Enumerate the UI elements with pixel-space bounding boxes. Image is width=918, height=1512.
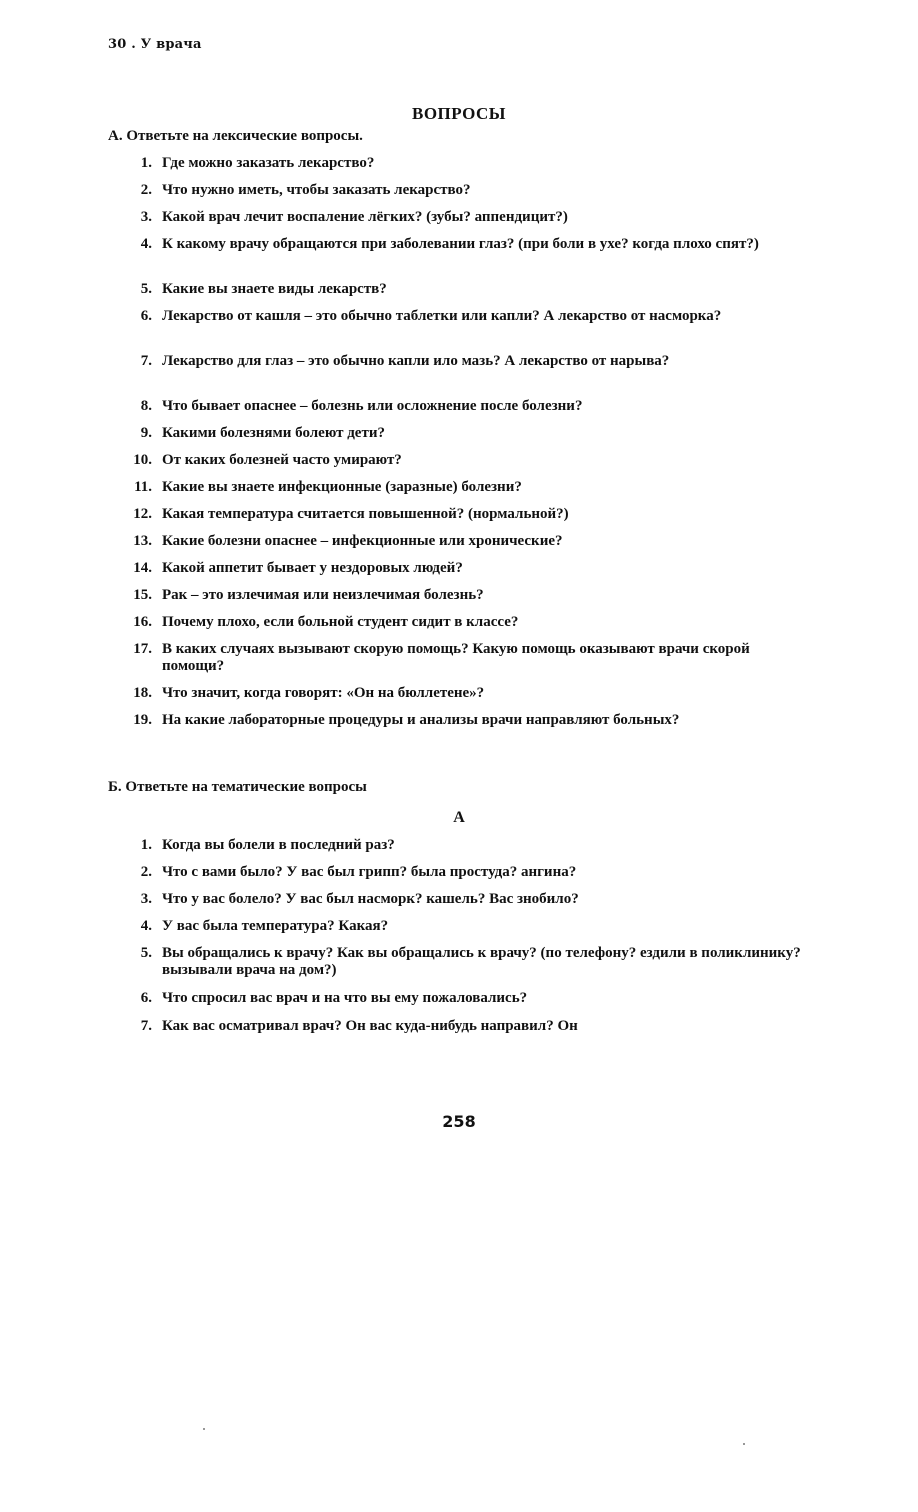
question-text: У вас была температура? Какая? — [162, 918, 389, 934]
question-number: 14. — [133, 560, 152, 576]
list-item — [120, 398, 810, 415]
question-number: 6. — [140, 990, 152, 1006]
question-text: Что спросил вас врач и на что вы ему пожаловались? — [162, 990, 528, 1006]
list-item — [120, 353, 810, 370]
question-text: Лекарство для глаз – это обычно капли ило мазь? А лекарство от нарыва? — [162, 353, 670, 369]
question-number: 12. — [133, 506, 152, 522]
list-item — [120, 864, 810, 881]
question-text: На какие лабораторные процедуры и анализы врачи направляют больных? — [162, 712, 680, 728]
question-number: 2. — [140, 182, 152, 198]
question-text: К какому врачу обращаются при заболевании глаз? (при боли в ухе? когда плохо спят?) — [162, 236, 759, 252]
list-item — [120, 837, 810, 854]
question-text: Рак – это излечимая или неизлечимая болезнь? — [162, 587, 484, 603]
list-item — [120, 281, 810, 298]
question-number: 10. — [133, 452, 152, 468]
list-item — [120, 945, 810, 979]
question-number: 16. — [133, 614, 152, 630]
section-b-subheading: А — [453, 809, 465, 826]
list-item — [120, 236, 810, 253]
question-number: 4. — [140, 918, 152, 934]
question-number: 9. — [140, 425, 152, 441]
list-item — [120, 685, 810, 702]
list-item — [120, 533, 810, 550]
question-text: Какой аппетит бывает у нездоровых людей? — [162, 560, 463, 576]
list-item — [120, 182, 810, 199]
question-number: 3. — [140, 209, 152, 225]
question-number: 11. — [134, 479, 152, 495]
list-item — [120, 155, 810, 172]
question-text: Что значит, когда говорят: «Он на бюллетене»? — [162, 685, 485, 701]
list-item — [120, 587, 810, 604]
question-text: Что у вас болело? У вас был насморк? кашель? Вас знобило? — [162, 891, 579, 907]
section-a-heading: А. Ответьте на лексические вопросы. — [108, 128, 363, 144]
question-text: Какие вы знаете виды лекарств? — [162, 281, 387, 297]
question-number: 15. — [133, 587, 152, 603]
question-text: Что нужно иметь, чтобы заказать лекарство? — [162, 182, 471, 198]
question-text: Что с вами было? У вас был грипп? была простуда? ангина? — [162, 864, 577, 880]
section-b-heading: Б. Ответьте на тематические вопросы — [108, 779, 367, 795]
question-number: 18. — [133, 685, 152, 701]
list-item — [120, 990, 810, 1007]
running-head: 30 . У врача — [108, 37, 202, 52]
question-number: 6. — [140, 308, 152, 324]
list-item — [120, 641, 810, 675]
question-text: Вы обращались к врачу? Как вы обращались к врачу? (по телефону? ездили в поликлинику? вызывали врача на дом?) — [162, 945, 801, 978]
question-text: Где можно заказать лекарство? — [162, 155, 375, 171]
question-number: 5. — [140, 945, 152, 961]
question-number: 1. — [140, 155, 152, 171]
question-text: Лекарство от кашля – это обычно таблетки или капли? А лекарство от насморка? — [162, 308, 722, 324]
list-item — [120, 560, 810, 577]
scan-speck — [203, 1428, 205, 1430]
question-text: В каких случаях вызывают скорую помощь? Какую помощь оказывают врачи скорой помощи? — [162, 641, 750, 674]
question-number: 3. — [140, 891, 152, 907]
question-text: Как вас осматривал врач? Он вас куда-нибудь направил? Он — [162, 1018, 578, 1034]
list-item — [120, 425, 810, 442]
question-number: 4. — [140, 236, 152, 252]
list-item — [120, 506, 810, 523]
question-number: 17. — [133, 641, 152, 657]
question-number: 2. — [140, 864, 152, 880]
question-number: 1. — [140, 837, 152, 853]
page-title: ВОПРОСЫ — [412, 104, 506, 123]
list-item — [120, 209, 810, 226]
question-number: 19. — [133, 712, 152, 728]
list-item — [120, 1018, 810, 1035]
page-number: 258 — [442, 1112, 476, 1131]
question-number: 13. — [133, 533, 152, 549]
scan-speck — [743, 1443, 745, 1445]
list-item — [120, 452, 810, 469]
question-number: 8. — [140, 398, 152, 414]
question-text: Какой врач лечит воспаление лёгких? (зубы? аппендицит?) — [162, 209, 568, 225]
list-item — [120, 712, 810, 729]
question-number: 5. — [140, 281, 152, 297]
list-item — [120, 308, 810, 325]
question-text: Что бывает опаснее – болезнь или осложнение после болезни? — [162, 398, 583, 414]
question-text: Какими болезнями болеют дети? — [162, 425, 385, 441]
question-text: Какие вы знаете инфекционные (заразные) болезни? — [162, 479, 522, 495]
question-text: Когда вы болели в последний раз? — [162, 837, 395, 853]
question-number: 7. — [140, 353, 152, 369]
question-text: От каких болезней часто умирают? — [162, 452, 402, 468]
question-number: 7. — [140, 1018, 152, 1034]
question-text: Какие болезни опаснее – инфекционные или хронические? — [162, 533, 563, 549]
list-item — [120, 891, 810, 908]
list-item — [120, 918, 810, 935]
list-item — [120, 614, 810, 631]
list-item — [120, 479, 810, 496]
question-text: Почему плохо, если больной студент сидит в классе? — [162, 614, 519, 630]
question-text: Какая температура считается повышенной? (нормальной?) — [162, 506, 569, 522]
